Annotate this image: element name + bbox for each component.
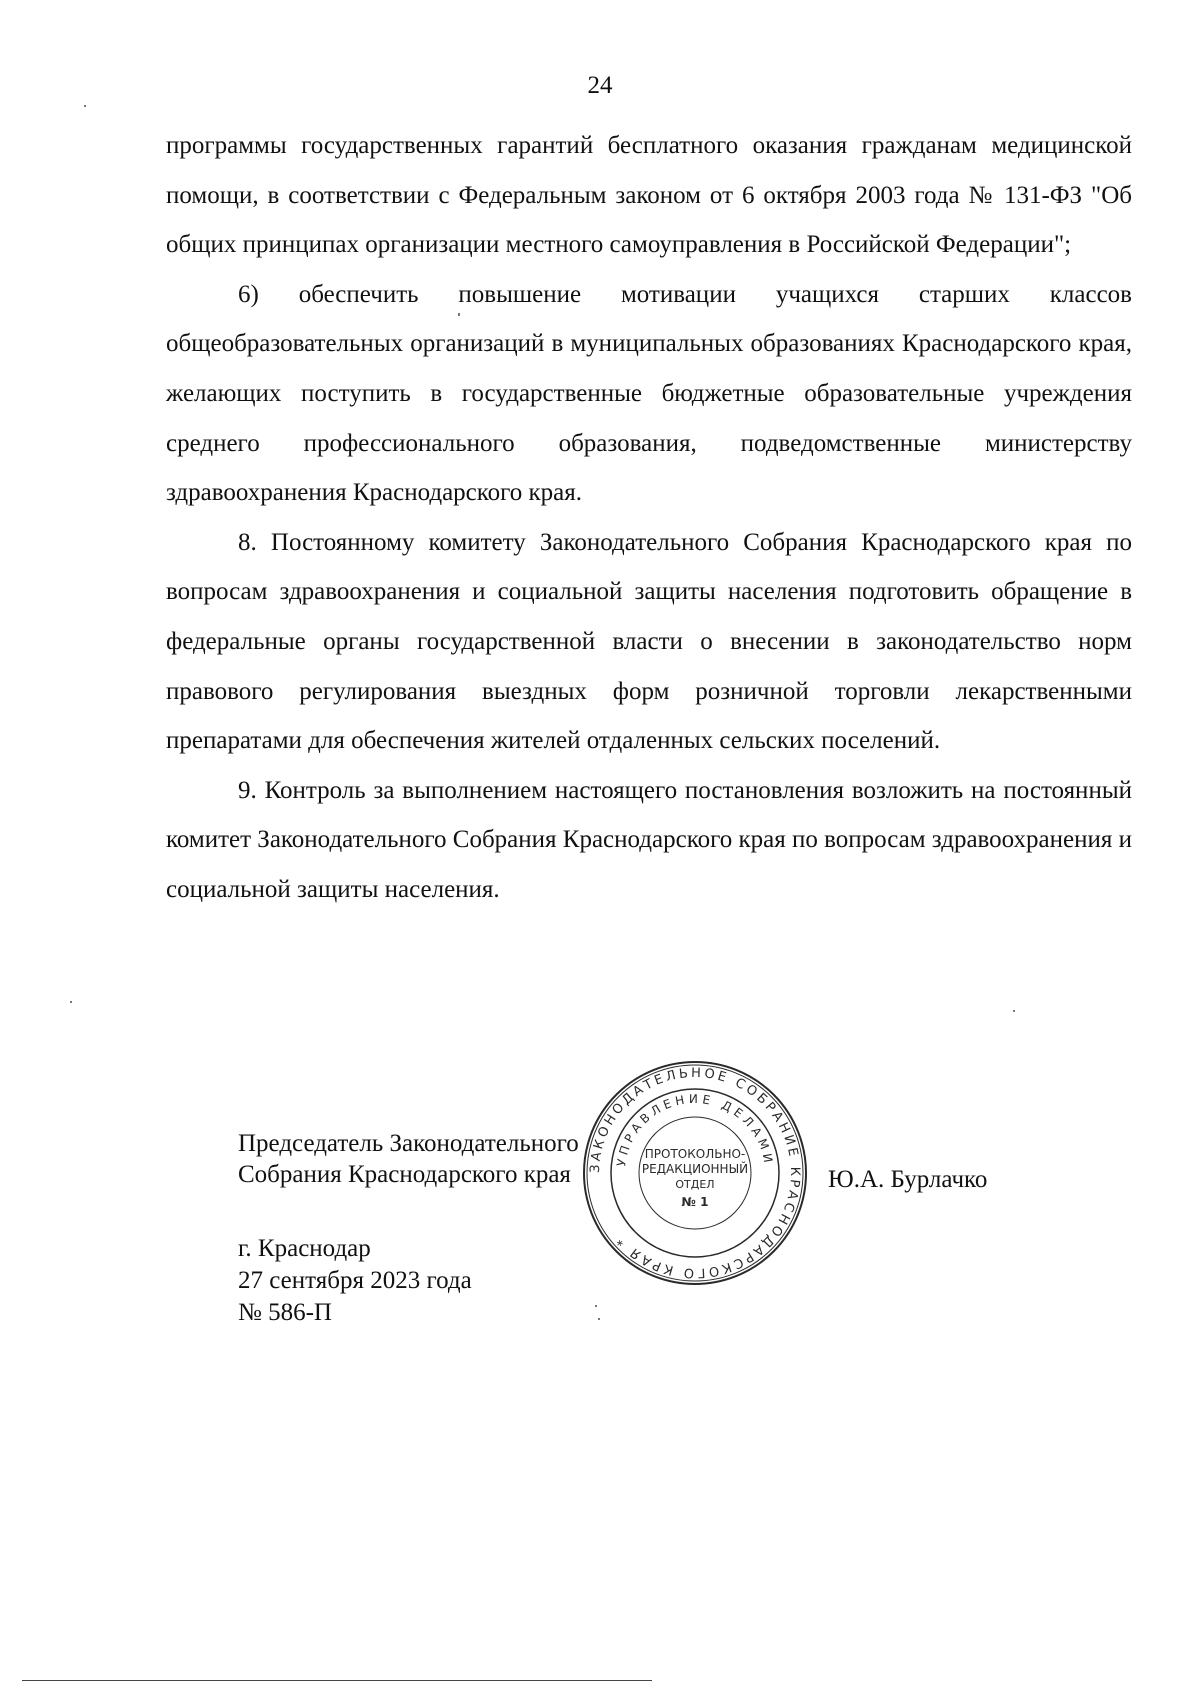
scan-speck	[70, 1001, 72, 1003]
scan-speck	[1013, 1010, 1015, 1012]
paragraph-item-9: 9. Контроль за выполнением настоящего постановления возложить на постоянный комитет Законодательного Собрания Краснодарского края по вопросам здравоохранения и социальной защиты населения.	[166, 776, 1133, 903]
city: г. Краснодар	[238, 1235, 371, 1262]
stamp-center-line-2: РЕДАКЦИОННЫЙ	[641, 1162, 749, 1176]
scan-edge-line	[22, 1680, 652, 1681]
page-number: 24	[587, 72, 613, 99]
paragraph-item-6: 6) обеспечить повышение мотивации учащихся старших классов общеобразовательных организаций в муниципальных образованиях Краснодарского края, желающих поступить в государственные бюджетные образовательные учреждения среднего профессионального образования, подведомственные министерству здравоохранения Краснодарского края.	[166, 280, 1132, 507]
date: 27 сентября 2023 года	[238, 1267, 472, 1294]
stamp-outer-text: ЗАКОНОДАТЕЛЬНОЕ СОБРАНИЕ КРАСНОДАРСКОГО КРАЯ *	[587, 1065, 803, 1281]
scan-speck	[458, 313, 460, 316]
document-number: № 586-П	[238, 1299, 332, 1326]
scan-speck	[598, 1318, 600, 1320]
signatory-title	[238, 1128, 579, 1190]
scan-speck	[84, 105, 86, 107]
signatory-title-line-1: Председатель Законодательного	[238, 1130, 579, 1157]
stamp-center-line-1: ПРОТОКОЛЬНО-	[644, 1147, 746, 1161]
document-body	[166, 121, 1132, 915]
stamp-center-line-3: ОТДЕЛ	[675, 1178, 715, 1191]
paragraph-continuation: программы государственных гарантий бесплатного оказания гражданам медицинской помощи, в соответствии с Федеральным законом от 6 октября 2003 года № 131-ФЗ "Об общих принципах организации местного самоуправления в Российской Федерации";	[166, 132, 1132, 259]
stamp-middle-text: УПРАВЛЕНИЕ ДЕЛАМИ	[614, 1091, 776, 1168]
stamp-center-line-4: № 1	[681, 1195, 709, 1209]
scan-speck	[595, 1305, 597, 1307]
place-date-number	[238, 1233, 472, 1329]
paragraph-item-8: 8. Постоянному комитету Законодательного Собрания Краснодарского края по вопросам здравоохранения и социальной защиты населения подготовить обращение в федеральные органы государственной власти о внесении в законодательство норм правового регулирования выездных форм розничной торговли лекарственными препаратами для обеспечения жителей отдаленных сельских поселений.	[166, 528, 1132, 755]
signatory-name: Ю.А. Бурлачко	[828, 1166, 988, 1193]
signatory-title-line-2: Собрания Краснодарского края	[238, 1161, 571, 1188]
official-stamp	[582, 1060, 808, 1286]
